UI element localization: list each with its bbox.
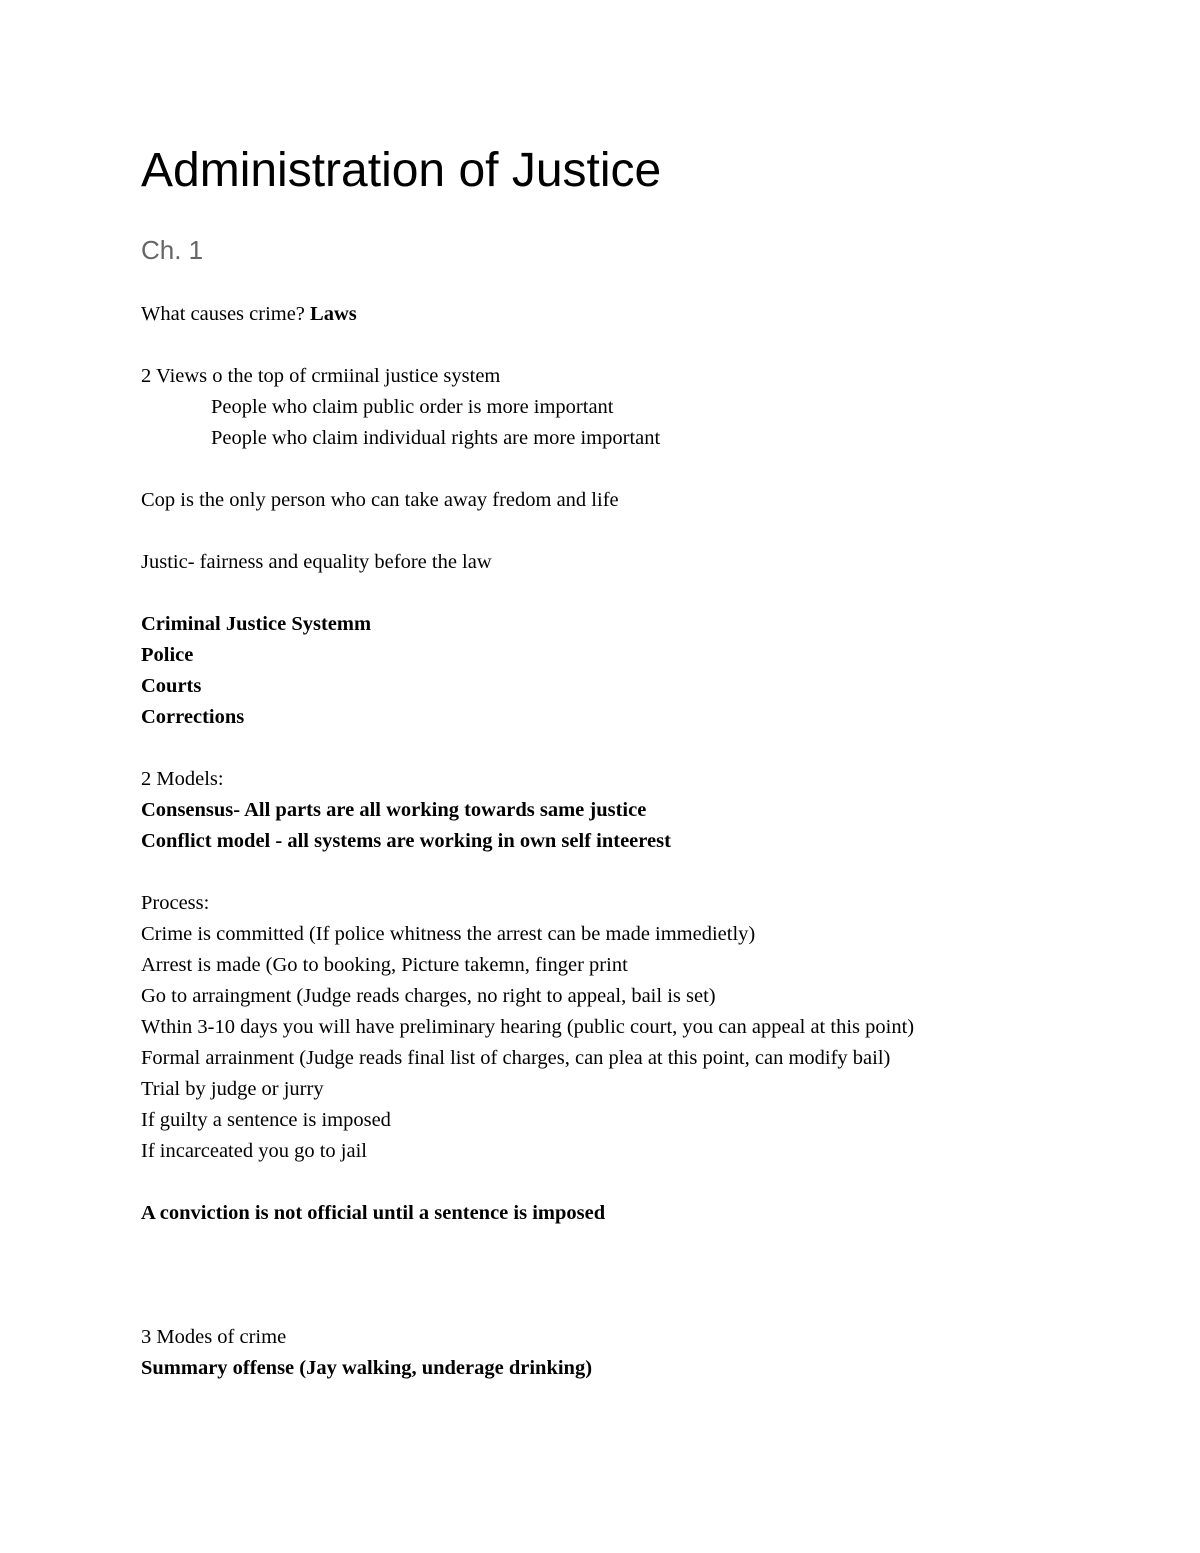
system-part: Courts (141, 675, 202, 697)
system-heading: Criminal Justice Systemm (141, 613, 372, 635)
mode-item: Summary offense (Jay walking, underage drinking) (141, 1357, 593, 1379)
process-step: Arrest is made (Go to booking, Picture takemn, finger print (141, 954, 628, 976)
process-step: If incarceated you go to jail (141, 1140, 367, 1162)
view-item: People who claim individual rights are more important (211, 427, 661, 449)
blank-line (141, 1291, 1141, 1322)
process-step: Formal arrainment (Judge reads final list of charges, can plea at this point, can modify bail) (141, 1047, 891, 1069)
blank-line (141, 330, 1141, 361)
blank-line (141, 1229, 1141, 1260)
modes-heading: 3 Modes of crime (141, 1326, 287, 1348)
blank-line (141, 857, 1141, 888)
views-heading: 2 Views o the top of crmiinal justice system (141, 365, 501, 387)
justice-definition: Justic- fairness and equality before the law (141, 551, 492, 573)
models-heading: 2 Models: (141, 768, 224, 790)
process-step: If guilty a sentence is imposed (141, 1109, 391, 1131)
cause-line (141, 299, 1141, 330)
process-step: Go to arraingment (Judge reads charges, no right to appeal, bail is set) (141, 985, 716, 1007)
cause-question: What causes crime? (141, 303, 311, 325)
chapter-heading: Ch. 1 (141, 235, 204, 265)
blank-line (141, 733, 1141, 764)
document-title: Administration of Justice (141, 144, 662, 197)
conviction-note: A conviction is not official until a sentence is imposed (141, 1202, 606, 1224)
model-item: Consensus- All parts are all working towards same justice (141, 799, 647, 821)
blank-line (141, 1167, 1141, 1198)
blank-line (141, 1260, 1141, 1291)
view-item: People who claim public order is more important (211, 396, 614, 418)
system-part: Corrections (141, 706, 245, 728)
process-step: Crime is committed (If police whitness the arrest can be made immedietly) (141, 923, 756, 945)
process-heading: Process: (141, 892, 210, 914)
blank-line (141, 578, 1141, 609)
process-step: Trial by judge or jurry (141, 1078, 324, 1100)
blank-line (141, 454, 1141, 485)
system-part: Police (141, 644, 194, 666)
cop-statement: Cop is the only person who can take away fredom and life (141, 489, 619, 511)
process-step: Wthin 3-10 days you will have preliminary hearing (public court, you can appeal at this point) (141, 1016, 915, 1038)
document-body (141, 299, 1141, 1384)
cause-answer: Laws (310, 303, 357, 325)
blank-line (141, 516, 1141, 547)
model-item: Conflict model - all systems are working in own self inteerest (141, 830, 671, 852)
